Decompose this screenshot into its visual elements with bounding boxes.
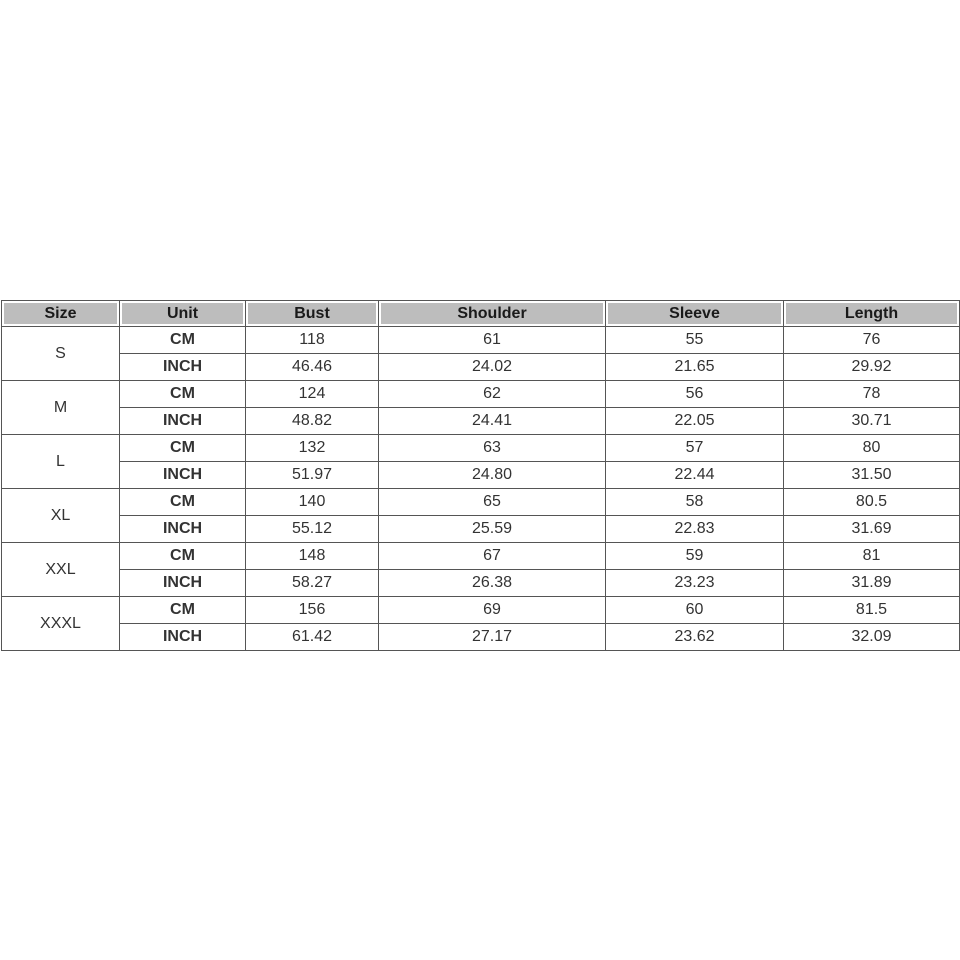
length-cell: 30.71 (784, 408, 960, 435)
table-row (2, 597, 960, 624)
length-cell: 31.89 (784, 570, 960, 597)
unit-cell: INCH (120, 462, 246, 489)
unit-cell: INCH (120, 408, 246, 435)
unit-cell: CM (120, 381, 246, 408)
shoulder-cell: 62 (379, 381, 606, 408)
length-cell: 81 (784, 543, 960, 570)
table-row (2, 624, 960, 651)
bust-cell: 118 (246, 327, 379, 354)
table-row (2, 327, 960, 354)
bust-cell: 132 (246, 435, 379, 462)
table-row (2, 435, 960, 462)
sleeve-cell: 22.44 (606, 462, 784, 489)
table-row (2, 543, 960, 570)
sleeve-cell: 23.23 (606, 570, 784, 597)
table-row (2, 489, 960, 516)
table-row (2, 381, 960, 408)
size-chart-container (1, 300, 959, 651)
table-row (2, 462, 960, 489)
unit-cell: CM (120, 327, 246, 354)
bust-cell: 156 (246, 597, 379, 624)
length-cell: 32.09 (784, 624, 960, 651)
length-cell: 80.5 (784, 489, 960, 516)
length-cell: 76 (784, 327, 960, 354)
shoulder-cell: 61 (379, 327, 606, 354)
size-chart-table (1, 300, 960, 651)
sleeve-cell: 55 (606, 327, 784, 354)
bust-cell: 124 (246, 381, 379, 408)
shoulder-cell: 63 (379, 435, 606, 462)
length-cell: 29.92 (784, 354, 960, 381)
header-unit: Unit (120, 301, 246, 327)
size-chart-body (2, 327, 960, 651)
unit-cell: INCH (120, 354, 246, 381)
sleeve-cell: 58 (606, 489, 784, 516)
length-cell: 31.69 (784, 516, 960, 543)
unit-cell: CM (120, 597, 246, 624)
shoulder-cell: 26.38 (379, 570, 606, 597)
bust-cell: 51.97 (246, 462, 379, 489)
size-label: XXL (2, 543, 120, 597)
sleeve-cell: 22.05 (606, 408, 784, 435)
header-size: Size (2, 301, 120, 327)
header-length: Length (784, 301, 960, 327)
sleeve-cell: 23.62 (606, 624, 784, 651)
length-cell: 80 (784, 435, 960, 462)
size-label: XL (2, 489, 120, 543)
length-cell: 81.5 (784, 597, 960, 624)
sleeve-cell: 22.83 (606, 516, 784, 543)
unit-cell: INCH (120, 516, 246, 543)
bust-cell: 148 (246, 543, 379, 570)
header-sleeve: Sleeve (606, 301, 784, 327)
bust-cell: 58.27 (246, 570, 379, 597)
shoulder-cell: 24.02 (379, 354, 606, 381)
shoulder-cell: 69 (379, 597, 606, 624)
size-label: M (2, 381, 120, 435)
shoulder-cell: 65 (379, 489, 606, 516)
table-row (2, 408, 960, 435)
bust-cell: 48.82 (246, 408, 379, 435)
sleeve-cell: 59 (606, 543, 784, 570)
shoulder-cell: 24.41 (379, 408, 606, 435)
bust-cell: 61.42 (246, 624, 379, 651)
sleeve-cell: 57 (606, 435, 784, 462)
header-row (2, 301, 960, 327)
sleeve-cell: 56 (606, 381, 784, 408)
header-shoulder: Shoulder (379, 301, 606, 327)
unit-cell: CM (120, 435, 246, 462)
shoulder-cell: 67 (379, 543, 606, 570)
unit-cell: INCH (120, 624, 246, 651)
table-row (2, 516, 960, 543)
bust-cell: 140 (246, 489, 379, 516)
sleeve-cell: 21.65 (606, 354, 784, 381)
table-row (2, 354, 960, 381)
unit-cell: INCH (120, 570, 246, 597)
shoulder-cell: 27.17 (379, 624, 606, 651)
size-label: L (2, 435, 120, 489)
shoulder-cell: 25.59 (379, 516, 606, 543)
size-label: XXXL (2, 597, 120, 651)
table-row (2, 570, 960, 597)
bust-cell: 46.46 (246, 354, 379, 381)
bust-cell: 55.12 (246, 516, 379, 543)
unit-cell: CM (120, 543, 246, 570)
size-label: S (2, 327, 120, 381)
header-bust: Bust (246, 301, 379, 327)
sleeve-cell: 60 (606, 597, 784, 624)
shoulder-cell: 24.80 (379, 462, 606, 489)
unit-cell: CM (120, 489, 246, 516)
length-cell: 31.50 (784, 462, 960, 489)
length-cell: 78 (784, 381, 960, 408)
